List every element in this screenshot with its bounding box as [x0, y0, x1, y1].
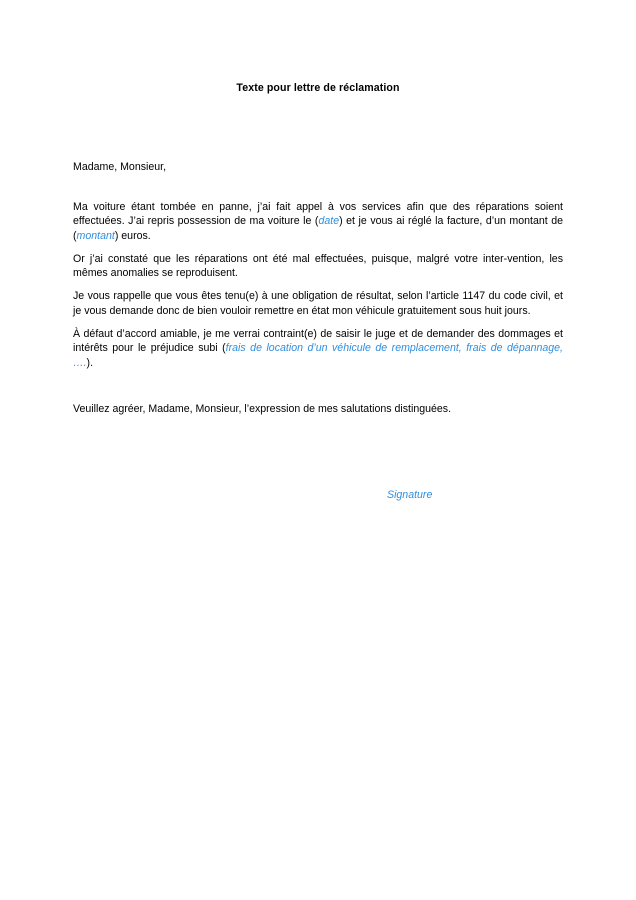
- signature-placeholder: Signature: [387, 489, 433, 501]
- paragraph-3: Je vous rappelle que vous êtes tenu(e) à une obligation de résultat, selon l’article 1147 du code civil, et je vous demande donc de bien vouloir remettre en état mon véhicule gratuitement sous huit jours.: [73, 290, 563, 317]
- placeholder-field[interactable]: frais de location d’un véhicule de remplacement, frais de dépannage, ….: [73, 342, 563, 369]
- spacer-after-salutation: [73, 174, 563, 200]
- paragraph-2: Or j’ai constaté que les réparations ont été mal effectuées, puisque, malgré votre inter-vention, les mêmes anomalies se reproduisent.: [73, 252, 563, 280]
- closing-line: Veuillez agréer, Madame, Monsieur, l’expression de mes salutations distinguées.: [73, 402, 452, 415]
- salutation-line: Madame, Monsieur,: [73, 161, 167, 173]
- paragraph-4: À défaut d’accord amiable, je me verrai contraint(e) de saisir le juge et de demander des dommages et intérêts pour le préjudice subi (frais de location d’un véhicule de remplacement, frais de dépannage, ….).: [73, 328, 563, 369]
- spacer-3: [73, 318, 563, 327]
- spacer-2: [73, 280, 563, 289]
- placeholder-field[interactable]: date: [318, 215, 340, 228]
- paragraph-1: Ma voiture étant tombée en panne, j’ai fait appel à vos services afin que des réparations soient effectuées. J’ai repris possession de ma voiture le (date) et je vous ai réglé la facture, d’un montant de (montant) euros.: [73, 201, 564, 242]
- spacer-before-closing: [73, 370, 563, 402]
- page-title: Texte pour lettre de réclamation: [236, 82, 400, 94]
- placeholder-field[interactable]: montant: [76, 229, 115, 242]
- spacer-1: [73, 243, 563, 252]
- letter-body: [73, 160, 563, 416]
